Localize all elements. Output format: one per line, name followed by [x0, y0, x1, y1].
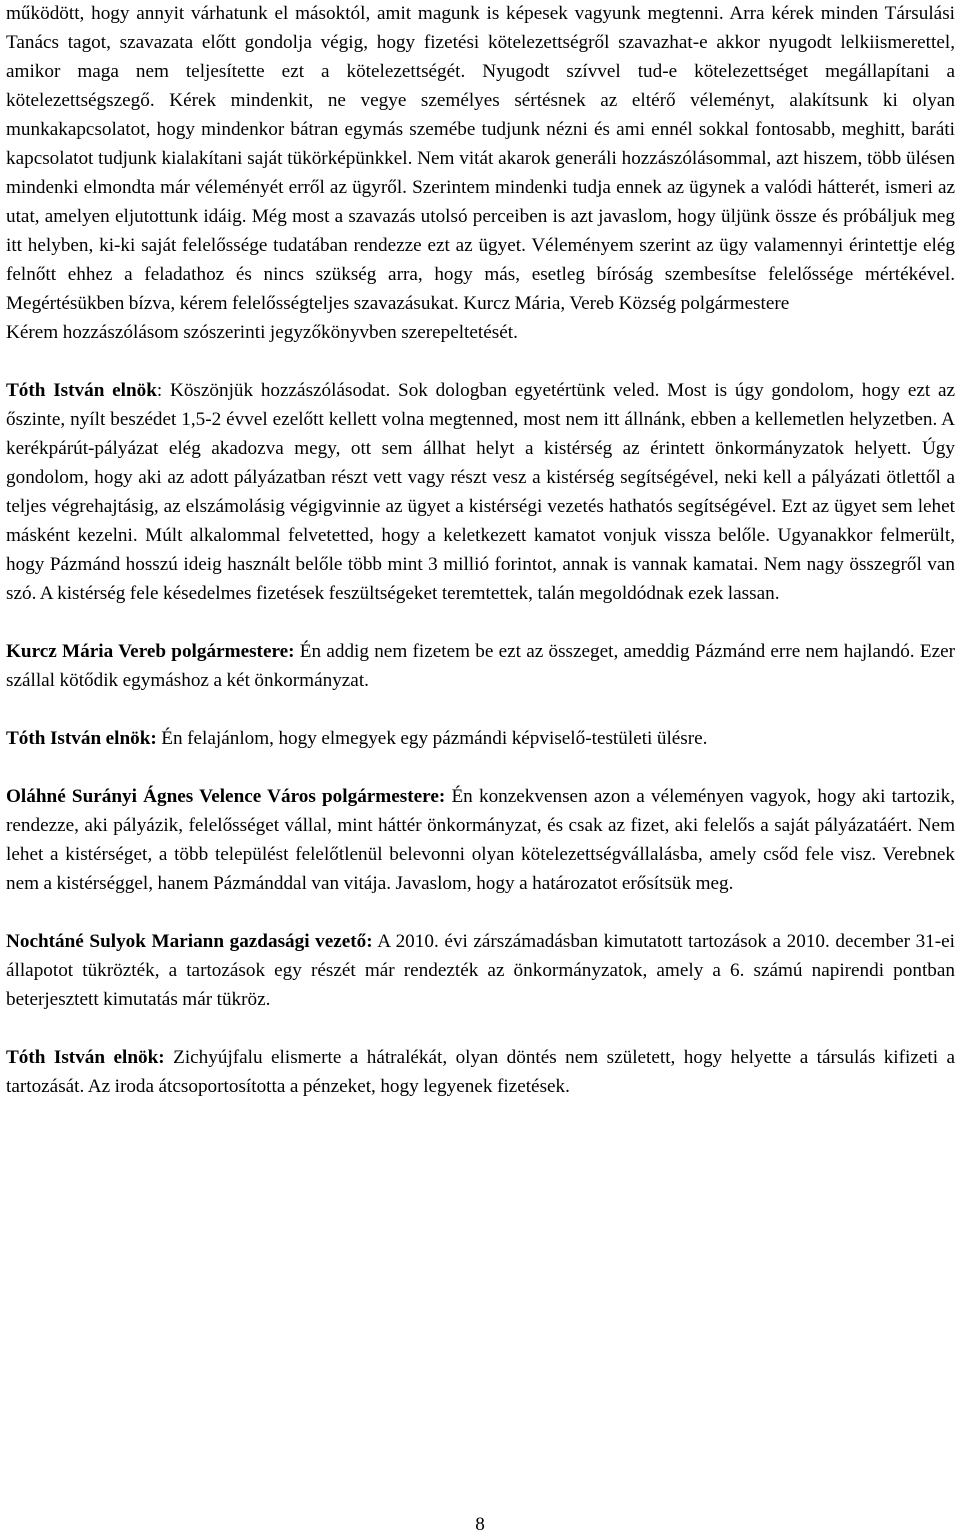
paragraph-minutes-request — [6, 318, 955, 347]
paragraph-text: : Köszönjük hozzászólásodat. Sok dologban egyetértünk veled. Most is úgy gondolom, hogy ezt az őszinte, nyílt beszédet 1,5-2 évvel ezelőtt kellett volna megtenned, most nem itt állnánk, ebben a kellemetlen helyzetben. A kerékpárút-pályázat elég akadozva megy, ott sem állhat helyt a kistérség az érintett önkormányzatok helyett. Úgy gondolom, hogy aki az adott pályázatban részt vett vagy részt vesz a kistérség segítségével, neki kell a pályázati ötlettől a teljes végrehajtásig, az elszámolásig végigvinnie az ügyet a kistérségi vezetés hathatós segítségével. Ezt az ügyet sem lehet másként kezelni. Múlt alkalommal felvetetted, hogy a keletkezett kamatot vonjuk vissza belőle. Ugyanakkor felmerült, hogy Pázmánd hosszú ideig használt belőle több mint 3 millió forintot, annak is vannak kamatai. Nem nagy összegről van szó. A kistérség fele késedelmes fizetések feszültségeket teremtettek, talán megoldódnak ezek lassan. — [6, 380, 955, 604]
paragraph-text: A 2010. évi zárszámadásban kimutatott tartozások a 2010. december 31-ei állapotot tükrözték, a tartozások egy részét már rendezték az önkormányzatok, amely a 6. számú napirendi pontban beterjesztett kimutatás már tükröz. — [6, 931, 955, 1010]
paragraph-text: Én konzekvensen azon a véleményen vagyok, hogy aki tartozik, rendezze, aki pályázik, felelősséget vállal, mint háttér önkormányzat, és csak az fizet, aki felelős a saját pályázatáért. Nem lehet a kistérséget, a több települést felelőtlenül belevonni olyan kötelezettségvállalásba, amely csőd fele visz. Verebnek nem a kistérséggel, hanem Pázmánddal van vitája. Javaslom, hogy a határozatot erősítsük meg. — [6, 786, 955, 894]
paragraph-text: Én addig nem fizetem be ezt az összeget, ameddig Pázmánd erre nem hajlandó. Ezer szállal kötődik egymáshoz a két önkormányzat. — [6, 641, 955, 691]
speaker-name: Tóth István elnök — [6, 380, 157, 401]
paragraph-text: Zichyújfalu elismerte a hátralékát, olyan döntés nem született, hogy helyette a társulás kifizeti a tartozását. Az iroda átcsoportosította a pénzeket, hogy legyenek fizetések. — [6, 1047, 955, 1097]
speaker-name: Oláhné Surányi Ágnes Velence Város polgármestere: — [6, 786, 446, 807]
paragraph-nochtane — [6, 927, 955, 1014]
page-number: 8 — [475, 1514, 485, 1535]
paragraph-olahne — [6, 782, 955, 898]
speaker-name: Tóth István elnök: — [6, 728, 157, 749]
paragraph-toth-offer — [6, 724, 955, 753]
paragraph-toth-reply — [6, 376, 955, 608]
paragraph-vereb-statement — [6, 0, 955, 318]
paragraph-toth-closing — [6, 1043, 955, 1101]
paragraph-text: Én felajánlom, hogy elmegyek egy pázmándi képviselő-testületi ülésre. — [156, 728, 708, 749]
speaker-name: Tóth István elnök: — [6, 1047, 165, 1068]
paragraph-kurcz — [6, 637, 955, 695]
paragraph-text: működött, hogy annyit várhatunk el másoktól, amit magunk is képesek vagyunk megtenni. Arra kérek minden Társulási Tanács tagot, szavazata előtt gondolja végig, hogy fizetési kötelezettségről szavazhat-e akkor nyugodt lelkiismerettel, amikor maga nem teljesítette ezt a kötelezettségét. Nyugodt szívvel tud-e kötelezettséget megállapítani a kötelezettségszegő. Kérek mindenkit, ne vegye személyes sértésnek az eltérő véleményt, alakítsunk ki olyan munkakapcsolatot, hogy mindenkor bátran egymás szemébe tudjunk nézni és ami ennél sokkal fontosabb, meghitt, baráti kapcsolatot tudjunk kialakítani saját tükörképünkkel. Nem vitát akarok generáli hozzászólásommal, azt hiszem, több ülésen mindenki elmondta már véleményét erről az ügyről. Szerintem mindenki tudja ennek az ügynek a valódi hátterét, ismeri az utat, amelyen eljutottunk idáig. Még most a szavazás utolsó perceiben is azt javaslom, hogy üljünk össze és próbáljuk meg itt helyben, ki-ki saját felelőssége tudatában rendezze ezt az ügyet. Véleményem szerint az ügy valamennyi érintettje elég felnőtt ehhez a feladathoz és nincs szükség arra, hogy más, esetleg bíróság szembesítse felelőssége mértékével. Megértésükben bízva, kérem felelősségteljes szavazásukat. Kurcz Mária, Vereb Község polgármestere — [6, 3, 955, 314]
speaker-name: Kurcz Mária Vereb polgármestere: — [6, 641, 295, 662]
speaker-name: Nochtáné Sulyok Mariann gazdasági vezető: — [6, 931, 373, 952]
paragraph-text: Kérem hozzászólásom szószerinti jegyzőkönyvben szerepeltetését. — [6, 322, 518, 343]
document-page — [6, 0, 955, 1101]
